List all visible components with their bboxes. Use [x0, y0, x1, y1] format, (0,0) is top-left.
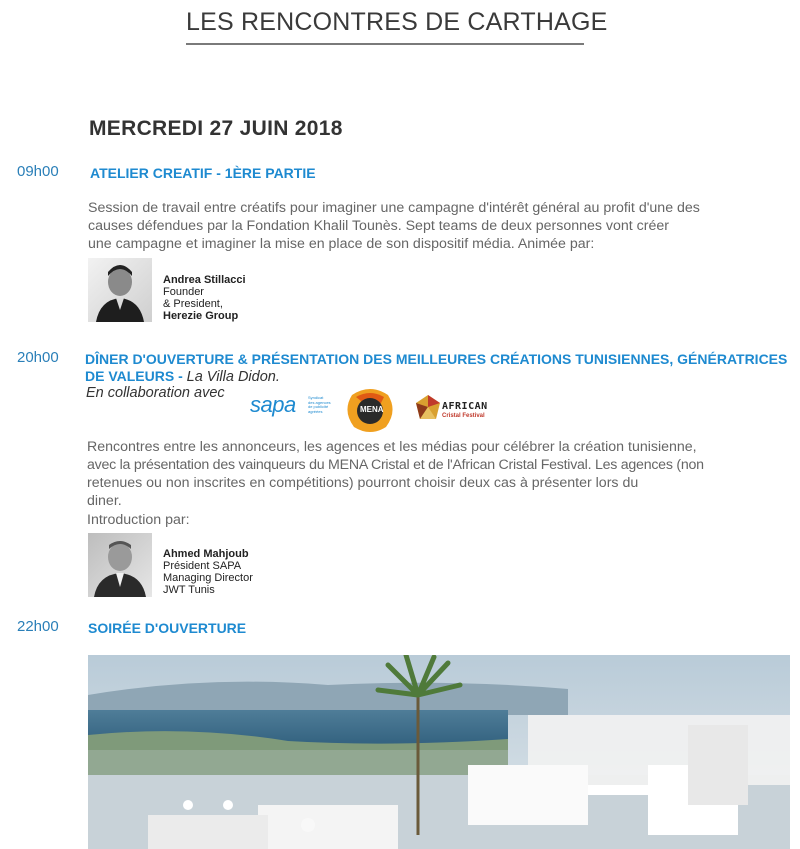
collaboration-text: En collaboration avec	[86, 385, 225, 401]
day-heading: MERCREDI 27 JUIN 2018	[89, 117, 343, 140]
person-photo-icon	[88, 533, 152, 597]
intro-label: Introduction par:	[87, 512, 190, 528]
speaker-role: JWT Tunis	[163, 584, 215, 596]
speaker-company: Herezie Group	[163, 310, 239, 322]
session-title-1: ATELIER CREATIF - 1ÈRE PARTIE	[90, 165, 316, 181]
person-photo-icon	[88, 258, 152, 322]
mena-logo	[346, 387, 394, 433]
session-title-3: SOIRÉE D'OUVERTURE	[88, 620, 247, 636]
speaker-name: Ahmed Mahjoub	[163, 548, 249, 560]
desc-line: une campagne et imaginer la mise en place de son dispositif média. Animée par:	[88, 236, 595, 252]
speaker-card-ahmed	[163, 548, 253, 596]
sapa-logo-text: sapa	[250, 392, 296, 417]
desc-line: Rencontres entre les annonceurs, les agences et les médias pour célébrer la création tunisienne,	[87, 439, 697, 455]
session-title-2-line2	[85, 368, 280, 386]
desc-line: Session de travail entre créatifs pour imaginer une campagne d'intérêt général au profit d'une des	[88, 200, 700, 216]
venue-name: La Villa Didon.	[186, 369, 280, 385]
sapa-tagline-line: agréées	[308, 408, 323, 414]
session-time-3: 22h00	[17, 618, 59, 635]
african-cristal-icon	[414, 393, 442, 423]
african-logo-title: AFRICAN	[442, 401, 488, 412]
session-time-2: 20h00	[17, 349, 59, 366]
speaker-photo-andrea	[88, 258, 152, 322]
terrace-photo-icon	[88, 655, 790, 849]
desc-line: retenues ou non inscrites en compétitions) pourront choisir deux cas à présenter lors du	[87, 475, 639, 491]
desc-line: avec la présentation des vainqueurs du MENA Cristal et de l'African Cristal Festival. Les agences (non	[87, 457, 704, 473]
sapa-tagline-line: Syndicat	[308, 395, 324, 400]
speaker-role: Managing Director	[163, 572, 253, 584]
speaker-photo-ahmed	[88, 533, 152, 597]
venue-photo	[88, 655, 790, 849]
african-logo-subtitle: Cristal Festival	[442, 413, 485, 419]
session-description-1	[88, 199, 768, 253]
sapa-tagline-line: de publicité	[308, 404, 329, 409]
desc-line: diner.	[87, 493, 122, 509]
sapa-tagline-line: des agences	[308, 399, 331, 405]
speaker-role: Président SAPA	[163, 560, 242, 572]
speaker-name: Andrea Stillacci	[163, 274, 246, 286]
session-description-2	[87, 438, 787, 510]
session-title-2-continued: DE VALEURS -	[85, 368, 183, 384]
speaker-card-andrea	[163, 274, 246, 322]
speaker-role: Founder	[163, 286, 204, 298]
session-time-1: 09h00	[17, 163, 59, 180]
page-title: LES RENCONTRES DE CARTHAGE	[186, 8, 584, 45]
session-title-2: DÎNER D'OUVERTURE & PRÉSENTATION DES MEILLEURES CRÉATIONS TUNISIENNES, GÉNÉRATRICES	[85, 351, 788, 367]
sapa-logo	[250, 392, 342, 420]
desc-line: causes défendues par la Fondation Khalil Tounès. Sept teams de deux personnes vont créer	[88, 218, 670, 234]
speaker-role: & President,	[163, 298, 223, 310]
sapa-tagline	[308, 396, 331, 414]
mena-logo-text: MENA	[360, 405, 384, 414]
african-cristal-logo	[414, 393, 494, 425]
